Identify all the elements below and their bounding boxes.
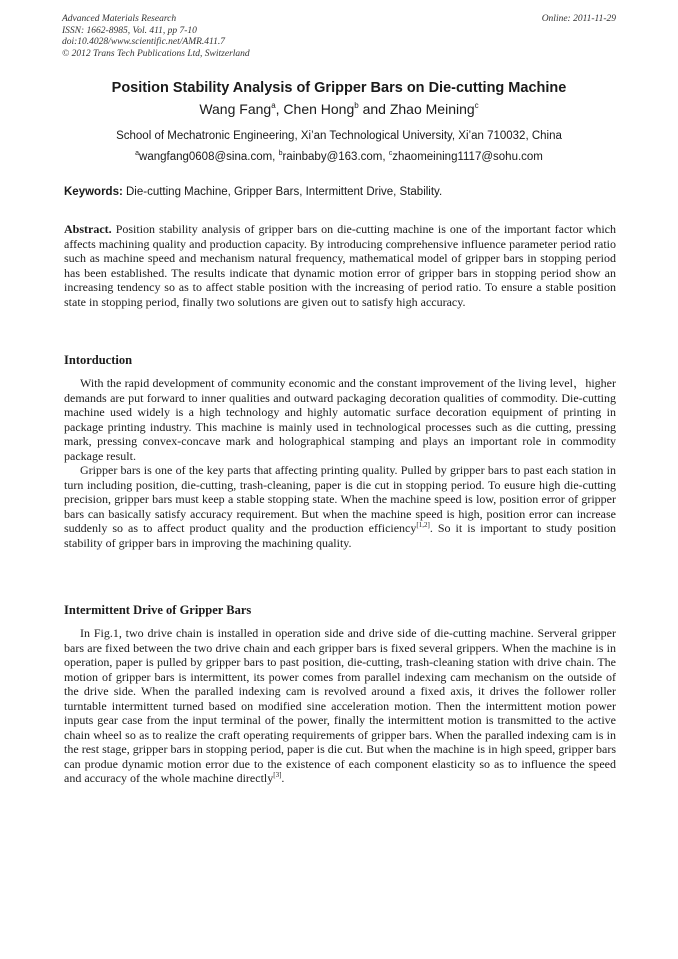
journal-copyright: © 2012 Trans Tech Publications Ltd, Switzerland (62, 48, 250, 59)
journal-name: Advanced Materials Research (62, 14, 177, 24)
citation-ref: [1,2] (416, 521, 430, 529)
email-list: $^a$wangfang0608@sina.com, $^b$rainbaby@163.com, $^c$zhaomeining1117@sohu.com (135, 150, 543, 163)
abstract-text: Position stability analysis of gripper bars on die-cutting machine is one of the important factor which affects machining quality and production capacity. By introducing comprehensive influence parameter period ratio such as machine speed and mechanism natural frequency, mathematical model of gripper bars in stopping period has been established. The results indicate that dynamic motion error of gripper bars in stopping period show an increasing tendency so as to affect stable position with the increasing of period ratio. To ensure a stable position state in stopping period, finally two solutions are given out to satisfy high accuracy. (64, 222, 616, 309)
email-address: wangfang0608@sina.com (139, 151, 273, 163)
intro-paragraph-2: Gripper bars is one of the key parts that affecting printing quality. Pulled by gripper bars to past each station in turn including position, die-cutting, trash-cleaning, paper is die cut in stopping period. To eusure high die-cutting precision, gripper bars must keep a stable stopping state. When the machine speed is low, position error of gripper bars can basically satisfy accuracy requirement. But when the machine speed is high, position error can increase suddenly so as to affect product quality and the production efficiency[1,2]. So it is important to study position stability of gripper bars in improving the machining quality. (64, 463, 616, 550)
section-heading-intermittent-drive: Intermittent Drive of Gripper Bars (64, 603, 252, 617)
journal-issn: ISSN: 1662-8985, Vol. 411, pp 7-10 (62, 25, 197, 36)
affiliation: School of Mechatronic Engineering, Xi’an Technological University, Xi’an 710032, China (116, 130, 562, 142)
journal-header (62, 14, 616, 60)
author-name: Wang Fang (199, 101, 272, 117)
author-list: Wang Fang$^a$, Chen Hong$^b$ and Zhao Meining$^c$ (199, 101, 479, 117)
email-address: zhaomeining1117@sohu.com (392, 151, 543, 163)
online-date: Online: 2011-11-29 (541, 14, 616, 24)
paper-title: Position Stability Analysis of Gripper Bars on Die-cutting Machine (111, 80, 567, 96)
author-name: Zhao Meining (389, 101, 475, 117)
keywords-text: Die-cutting Machine, Gripper Bars, Intermittent Drive, Stability. (126, 186, 443, 198)
abstract-label: Abstract. (64, 222, 112, 236)
author-mark: b (354, 101, 359, 110)
journal-doi: doi:10.4028/www.scientific.net/AMR.411.7 (62, 37, 225, 47)
author-name: Chen Hong (283, 101, 355, 117)
email-mark: a (135, 150, 140, 157)
email-mark: b (278, 150, 283, 157)
abstract (64, 222, 616, 309)
section-heading-introduction: Intorduction (64, 353, 133, 367)
author-mark: c (474, 101, 479, 110)
email-address: rainbaby@163.com (282, 151, 383, 163)
introduction-body (64, 376, 616, 550)
citation-ref: [3] (273, 771, 282, 779)
keywords (64, 186, 616, 198)
author-mark: a (271, 101, 276, 110)
keywords-label: Keywords: (64, 186, 123, 198)
email-mark: c (388, 150, 393, 157)
drive-paragraph-1: In Fig.1, two drive chain is installed in operation side and drive side of die-cutting machine. Serveral gripper bars are fixed between the two drive chain and each gripper bars is fixed several grippers. When the machine is in operation, paper is pulled by gripper bars to past position, die-cutting, trash-cleaning station with drive chain. The motion of gripper bars is intermittent, its power comes from parallel indexing cam mechanism on the outside of the drive side. When the paralled indexing cam is revolved around a fixed axis, it drives the follower roller turntable intermittent turned based on modified sine acceleration motion. Then the intermittent motion power inputs gear case from the input terminal of the power, finally the intermittent motion is transmitted to the active chain wheel so as to realize the craft operating requirements of gripper bars. When the paralled indexing cam is in the rest stage, gripper bars in stopping period, paper is die cut. But when the machine is in high speed, gripper bars can produe dynamic motion error due to the existence of each component elasticity so as to influence the speed and accuracy of the whole machine directly[3]. (64, 626, 616, 785)
intro-paragraph-1: With the rapid development of community economic and the constant improvement of the living level，higher demands are put forward to inner qualities and outward packaging decoration qualities of commodity. Die-cutting machine used widely is a high technology and highly automatic surface decoration equipment of printing in package printing industry. This machine is mainly used in technological processes such as die cutting, pressing mark, pressing convex-concave mark and holographical stamping and plays an important role in commodity package result. (64, 376, 616, 463)
intermittent-drive-body (64, 626, 616, 786)
